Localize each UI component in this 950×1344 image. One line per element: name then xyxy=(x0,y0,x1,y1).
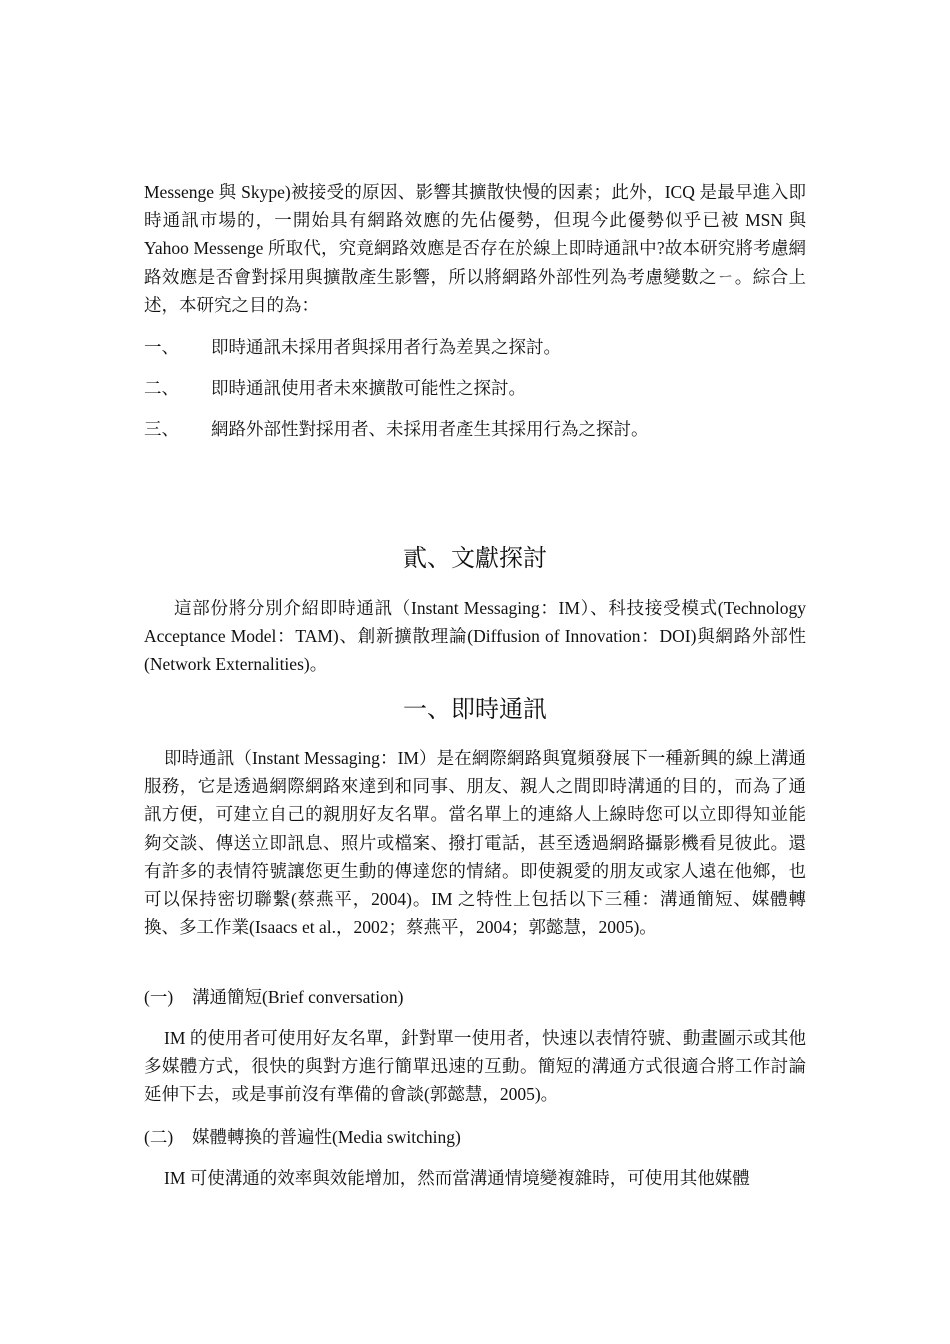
objective-text: 即時通訊未採用者與採用者行為差異之探討。 xyxy=(211,337,561,357)
subsection-number: (一) xyxy=(144,987,174,1007)
subsection-2-paragraph: IM 可使溝通的效率與效能增加，然而當溝通情境變複雜時，可使用其他媒體 xyxy=(164,1168,750,1188)
objective-number: 三、 xyxy=(144,419,179,439)
section-paragraph: 即時通訊（Instant Messaging：IM）是在網際網路與寬頻發展下一種新興的線上溝通服務，它是透過網際網路來達到和同事、朋友、親人之間即時溝通的目的，而為了通訊方便，可建立自己的親朋好友名單。當名單上的連絡人上線時您可以立即得知並能夠交談、傳送立即訊息、照片或檔案、撥打電話，甚至透過網路攝影機看見彼此。還有許多的表情符號讓您更生動的傳達您的情緒。即使親愛的朋友或家人遠在他鄉，也可以保持密切聯繫(蔡燕平，2004)。IM 之特性上包括以下三種：溝通簡短、媒體轉換、多工作業(Isaacs et al.，2002；蔡燕平，2004；郭懿慧，2005)。 xyxy=(144,748,806,938)
section-title: 一、即時通訊 xyxy=(403,697,547,723)
objective-item-1 xyxy=(144,334,806,360)
objective-number: 二、 xyxy=(144,378,179,398)
intro-paragraph: Messenge 與 Skype)被接受的原因、影響其擴散快慢的因素；此外，ICQ 是最早進入即時通訊市場的，一開始具有網路效應的先佔優勢，但現今此優勢似乎已被 MSN 與 Yahoo Messenge 所取代，究竟網路效應是否存在於線上即時通訊中?故本研究將考慮網路效應是否會對採用與擴散產生影響，所以將網路外部性列為考慮變數之ㄧ。綜合上述，本研究之目的為： xyxy=(144,182,806,315)
objective-number: 一、 xyxy=(144,337,179,357)
chapter-title: 貳、文獻探討 xyxy=(403,546,547,572)
objective-item-2 xyxy=(144,375,806,401)
objective-item-3 xyxy=(144,416,806,442)
objective-text: 網路外部性對採用者、未採用者產生其採用行為之探討。 xyxy=(211,419,649,439)
chapter-intro-paragraph: 這部份將分別介紹即時通訊（Instant Messaging：IM）、科技接受模式(Technology Acceptance Model：TAM)、創新擴散理論(Diffusion of Innovation：DOI)與網路外部性(Network Externalities)。 xyxy=(144,598,806,675)
subsection-1-paragraph: IM 的使用者可使用好友名單，針對單一使用者，快速以表情符號、動畫圖示或其他多媒體方式，很快的與對方進行簡單迅速的互動。簡短的溝通方式很適合將工作討論延伸下去，或是事前沒有準備的會談(郭懿慧，2005)。 xyxy=(144,1028,806,1105)
subsection-heading-2 xyxy=(144,1124,806,1150)
subsection-title: 媒體轉換的普遍性(Media switching) xyxy=(192,1127,461,1147)
subsection-number: (二) xyxy=(144,1127,174,1147)
objective-text: 即時通訊使用者未來擴散可能性之探討。 xyxy=(211,378,526,398)
subsection-heading-1 xyxy=(144,984,806,1010)
subsection-title: 溝通簡短(Brief conversation) xyxy=(192,987,404,1007)
